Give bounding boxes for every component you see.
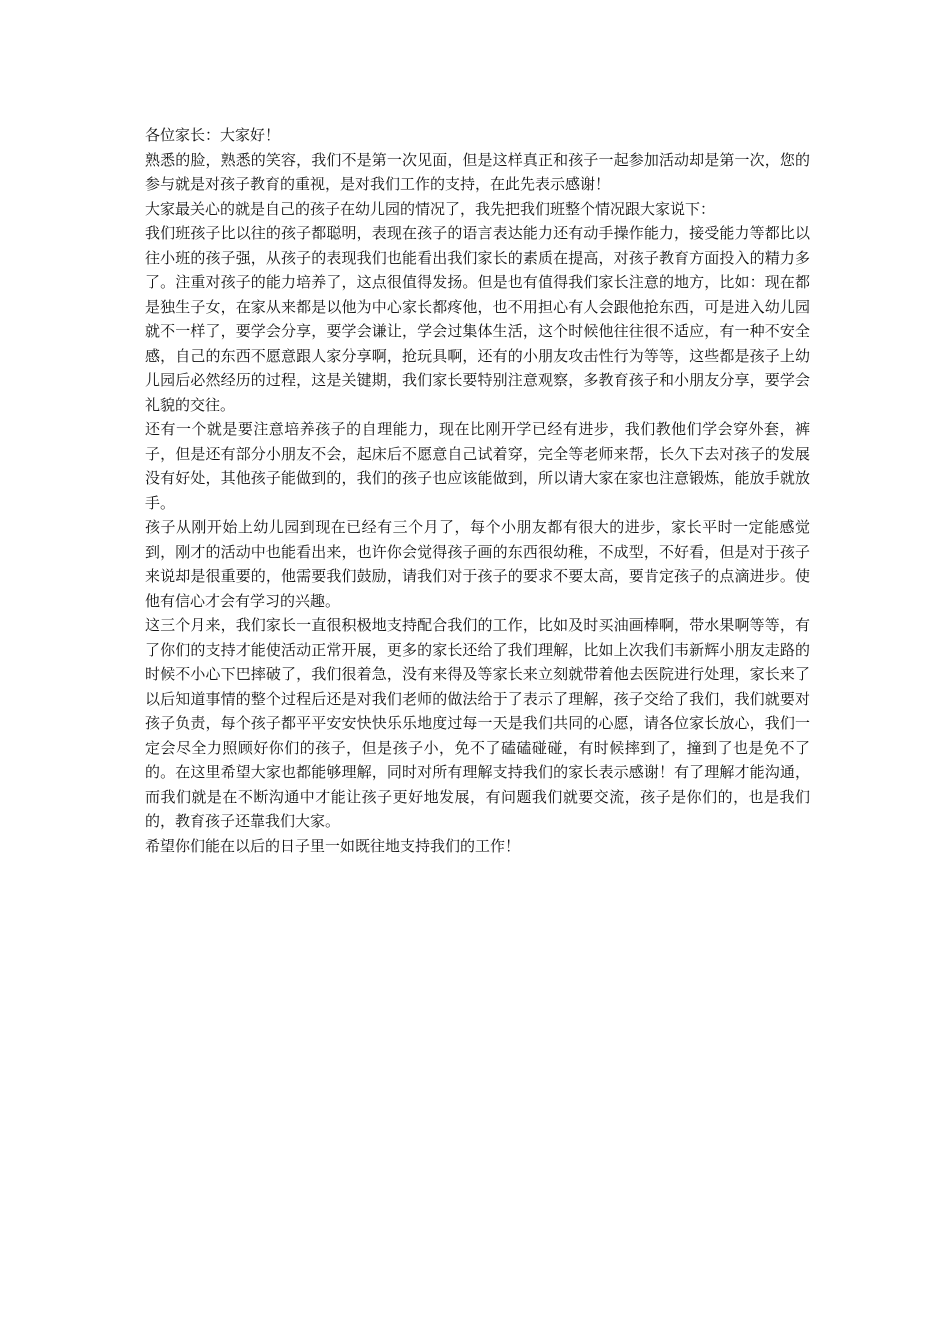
self-care-paragraph: 还有一个就是要注意培养孩子的自理能力，现在比刚开学已经有进步，我们教他们学会穿外套，裤子，但是还有部分小朋友不会，起床后不愿意自己试着穿，完全等老师来帮，长久下去对孩子的发展没有好处，其他孩子能做到的，我们的孩子也应该能做到，所以请大家在家也注意锻炼，能放手就放手。 <box>145 420 810 512</box>
opening-paragraph: 熟悉的脸，熟悉的笑容，我们不是第一次见面，但是这样真正和孩子一起参加活动却是第一次，您的参与就是对孩子教育的重视，是对我们工作的支持，在此先表示感谢！ <box>145 150 810 193</box>
greeting-paragraph: 各位家长：大家好！ <box>145 126 281 144</box>
thanks-paragraph: 这三个月来，我们家长一直很积极地支持配合我们的工作，比如及时买油画棒啊，带水果啊等等，有了你们的支持才能使活动正常开展，更多的家长还给了我们理解，比如上次我们韦新辉小朋友走路的时候不小心下巴摔破了，我们很着急，没有来得及等家长来立刻就带着他去医院进行处理，家长来了以后知道事情的整个过程后还是对我们老师的做法给于了表示了理解，孩子交给了我们，我们就要对孩子负责，每个孩子都平平安安快快乐乐地度过每一天是我们共同的心愿，请各位家长放心，我们一定会尽全力照顾好你们的孩子，但是孩子小，免不了磕磕碰碰，有时候摔到了，撞到了也是免不了的。在这里希望大家也都能够理解，同时对所有理解支持我们的家长表示感谢！有了理解才能沟通，而我们就是在不断沟通中才能让孩子更好地发展，有问题我们就要交流，孩子是你们的，也是我们的，教育孩子还靠我们大家。 <box>145 616 810 830</box>
class-situation-paragraph: 我们班孩子比以往的孩子都聪明，表现在孩子的语言表达能力还有动手操作能力，接受能力等都比以往小班的孩子强，从孩子的表现我们也能看出我们家长的素质在提高，对孩子教育方面投入的精力多了。注重对孩子的能力培养了，这点很值得发扬。但是也有值得我们家长注意的地方，比如：现在都是独生子女，在家从来都是以他为中心家长都疼他，也不用担心有人会跟他抢东西，可是进入幼儿园就不一样了，要学会分享，要学会谦让，学会过集体生活，这个时候他往往很不适应，有一种不安全感，自己的东西不愿意跟人家分享啊，抢玩具啊，还有的小朋友攻击性行为等等，这些都是孩子上幼儿园后必然经历的过程，这是关键期，我们家长要特别注意观察，多教育孩子和小朋友分享，要学会礼貌的交往。 <box>145 224 810 414</box>
document-body <box>145 123 810 858</box>
progress-paragraph: 孩子从刚开始上幼儿园到现在已经有三个月了，每个小朋友都有很大的进步，家长平时一定能感觉到，刚才的活动中也能看出来，也许你会觉得孩子画的东西很幼稚，不成型，不好看，但是对于孩子来说却是很重要的，他需要我们鼓励，请我们对于孩子的要求不要太高，要肯定孩子的点滴进步。使他有信心才会有学习的兴趣。 <box>145 518 810 610</box>
closing-paragraph: 希望你们能在以后的日子里一如既往地支持我们的工作！ <box>145 836 521 855</box>
intro-paragraph: 大家最关心的就是自己的孩子在幼儿园的情况了，我先把我们班整个情况跟大家说下： <box>145 199 716 218</box>
